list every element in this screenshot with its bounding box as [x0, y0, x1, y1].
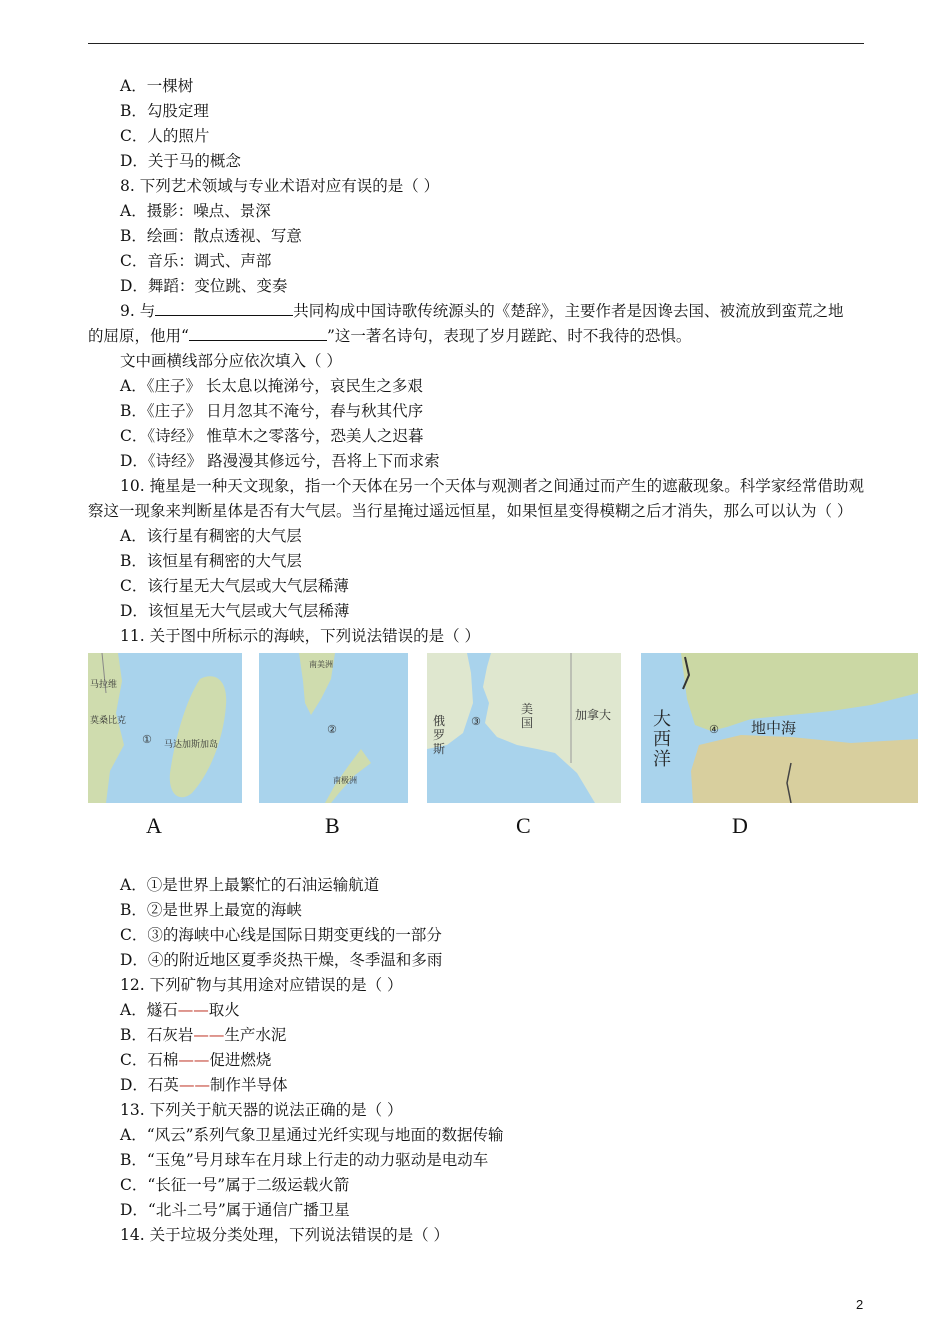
q9-option-d: D．《诗经》 路漫漫其修远兮，吾将上下而求索 [120, 452, 440, 470]
q11-option-c: C．③的海峡中心线是国际日期变更线的一部分 [120, 926, 442, 944]
q8-option-b: B．绘画：散点透视、写意 [120, 227, 302, 245]
map-c-text-russia-2: 罗 [433, 728, 446, 742]
map-b-text-south-america: 南美洲 [309, 660, 333, 669]
map-c-text-canada: 加拿大 [575, 708, 612, 722]
q12-c-mineral: C．石棉 [120, 1051, 179, 1069]
q8-option-d: D．舞蹈：变位跳、变奏 [120, 277, 288, 295]
q10-option-c: C．该行星无大气层或大气层稀薄 [120, 577, 349, 595]
q11-stem: 11. 关于图中所标示的海峡，下列说法错误的是（ ） [120, 627, 481, 645]
q9-text-1: 9. 与 [120, 302, 156, 320]
q9-option-c: C．《诗经》 惟草木之零落兮，恐美人之迟暮 [120, 427, 424, 445]
map-b-marker-2: ② [327, 723, 337, 736]
q10-option-a: A．该行星有稠密的大气层 [120, 527, 302, 545]
map-c-image [427, 653, 621, 803]
q12-d-dash: —— [178, 1076, 210, 1094]
map-a-marker-1: ① [142, 733, 152, 746]
map-b-image [259, 653, 408, 803]
q9-text-3: 的屈原，他用“ [88, 327, 189, 345]
map-a [88, 653, 242, 803]
q12-c-dash: —— [178, 1051, 210, 1069]
map-d-text-mediterranean: 地中海 [751, 719, 797, 737]
q12-a-dash: —— [177, 1001, 209, 1019]
q12-d-use: 制作半导体 [209, 1076, 288, 1094]
q7-option-d: D．关于马的概念 [120, 152, 241, 170]
q13-option-c: C．“长征一号”属于二级运载火箭 [120, 1176, 350, 1194]
q13-option-d: D．“北斗二号”属于通信广播卫星 [120, 1201, 350, 1219]
q12-option-a [88, 998, 864, 1023]
q14-stem: 14. 关于垃圾分类处理，下列说法错误的是（ ） [120, 1226, 450, 1244]
map-c-text-russia-3: 斯 [433, 742, 446, 756]
map-label-a: A [146, 813, 162, 838]
q12-b-use: 生产水泥 [224, 1026, 287, 1044]
q12-stem: 12. 下列矿物与其用途对应错误的是（ ） [120, 976, 403, 994]
page-number: 2 [856, 1297, 864, 1312]
map-c [427, 653, 621, 803]
map-b [259, 653, 408, 803]
q9-blank-2 [189, 324, 327, 341]
q7-option-b: B．勾股定理 [120, 102, 209, 120]
q13-stem: 13. 下列关于航天器的说法正确的是（ ） [120, 1101, 403, 1119]
map-d [641, 653, 918, 803]
q10-stem: 10. 掩星是一种天文现象，指一个天体在另一个天体与观测者之间通过而产生的遮蔽现象。科学家经常借助观察这一现象来判断星体是否有大气层。当行星掩过遥远恒星，如果恒星变得模糊之后才消失，那么可以认为（ ） [88, 477, 864, 520]
q9-text-4: ”这一著名诗句，表现了岁月蹉跎、时不我待的恐惧。 [326, 327, 692, 345]
q12-b-mineral: B．石灰岩 [120, 1026, 194, 1044]
map-b-text-antarctica: 南极洲 [333, 776, 357, 785]
q12-option-b [88, 1023, 864, 1048]
q9-stem-line2 [88, 324, 864, 349]
map-c-text-usa-2: 国 [521, 716, 534, 730]
map-d-text-atlantic-1: 大 [653, 709, 671, 730]
map-a-text-mozambique: 莫桑比克 [90, 716, 127, 726]
map-c-marker-3: ③ [471, 715, 481, 728]
q13-option-a: A．“风云”系列气象卫星通过光纤实现与地面的数据传输 [120, 1126, 504, 1144]
q9-text-2: 共同构成中国诗歌传统源头的《楚辞》，主要作者是因谗去国、被流放到蛮荒之地 [293, 302, 844, 320]
map-a-text-malawi: 马拉维 [90, 680, 118, 690]
q8-option-c: C．音乐：调式、声部 [120, 252, 272, 270]
q11-option-d: D．④的附近地区夏季炎热干燥，冬季温和多雨 [120, 951, 443, 969]
q12-d-mineral: D．石英 [120, 1076, 179, 1094]
map-d-marker-4: ④ [709, 723, 719, 736]
map-c-text-russia-1: 俄 [433, 714, 446, 728]
q9-instruction: 文中画横线部分应依次填入（ ） [120, 352, 342, 370]
header-rule [88, 43, 864, 44]
q11-option-a: A．①是世界上最繁忙的石油运输航道 [120, 876, 380, 894]
page-content [88, 74, 864, 1248]
map-label-b: B [325, 813, 340, 838]
q11-option-b: B．②是世界上最宽的海峡 [120, 901, 302, 919]
q10-option-b: B．该恒星有稠密的大气层 [120, 552, 302, 570]
map-a-text-madagascar: 马达加斯加岛 [164, 740, 219, 750]
q12-a-use: 取火 [208, 1001, 240, 1019]
map-c-text-usa-1: 美 [521, 702, 534, 716]
q12-b-dash: —— [193, 1026, 225, 1044]
q7-option-a: A．一棵树 [120, 77, 194, 95]
q9-option-b: B．《庄子》 日月忽其不淹兮，春与秋其代序 [120, 402, 424, 420]
map-d-text-atlantic-3: 洋 [653, 749, 671, 770]
q12-c-use: 促进燃烧 [209, 1051, 272, 1069]
q7-option-c: C．人的照片 [120, 127, 210, 145]
strait-maps [88, 653, 864, 853]
q9-stem-line1 [88, 299, 864, 324]
map-label-d: D [732, 813, 748, 838]
map-d-text-atlantic-2: 西 [653, 729, 671, 750]
q9-option-a: A．《庄子》 长太息以掩涕兮，哀民生之多艰 [120, 377, 423, 395]
map-label-c: C [516, 813, 531, 838]
q8-stem: 8. 下列艺术领域与专业术语对应有误的是（ ） [120, 177, 440, 195]
q12-option-d [88, 1073, 864, 1098]
q8-option-a: A．摄影：噪点、景深 [120, 202, 271, 220]
q10-option-d: D．该恒星无大气层或大气层稀薄 [120, 602, 350, 620]
q9-blank-1 [155, 299, 293, 316]
q12-option-c [88, 1048, 864, 1073]
map-a-image [88, 653, 242, 803]
map-d-image [641, 653, 918, 803]
q12-a-mineral: A．燧石 [120, 1001, 178, 1019]
q13-option-b: B．“玉兔”号月球车在月球上行走的动力驱动是电动车 [120, 1151, 489, 1169]
